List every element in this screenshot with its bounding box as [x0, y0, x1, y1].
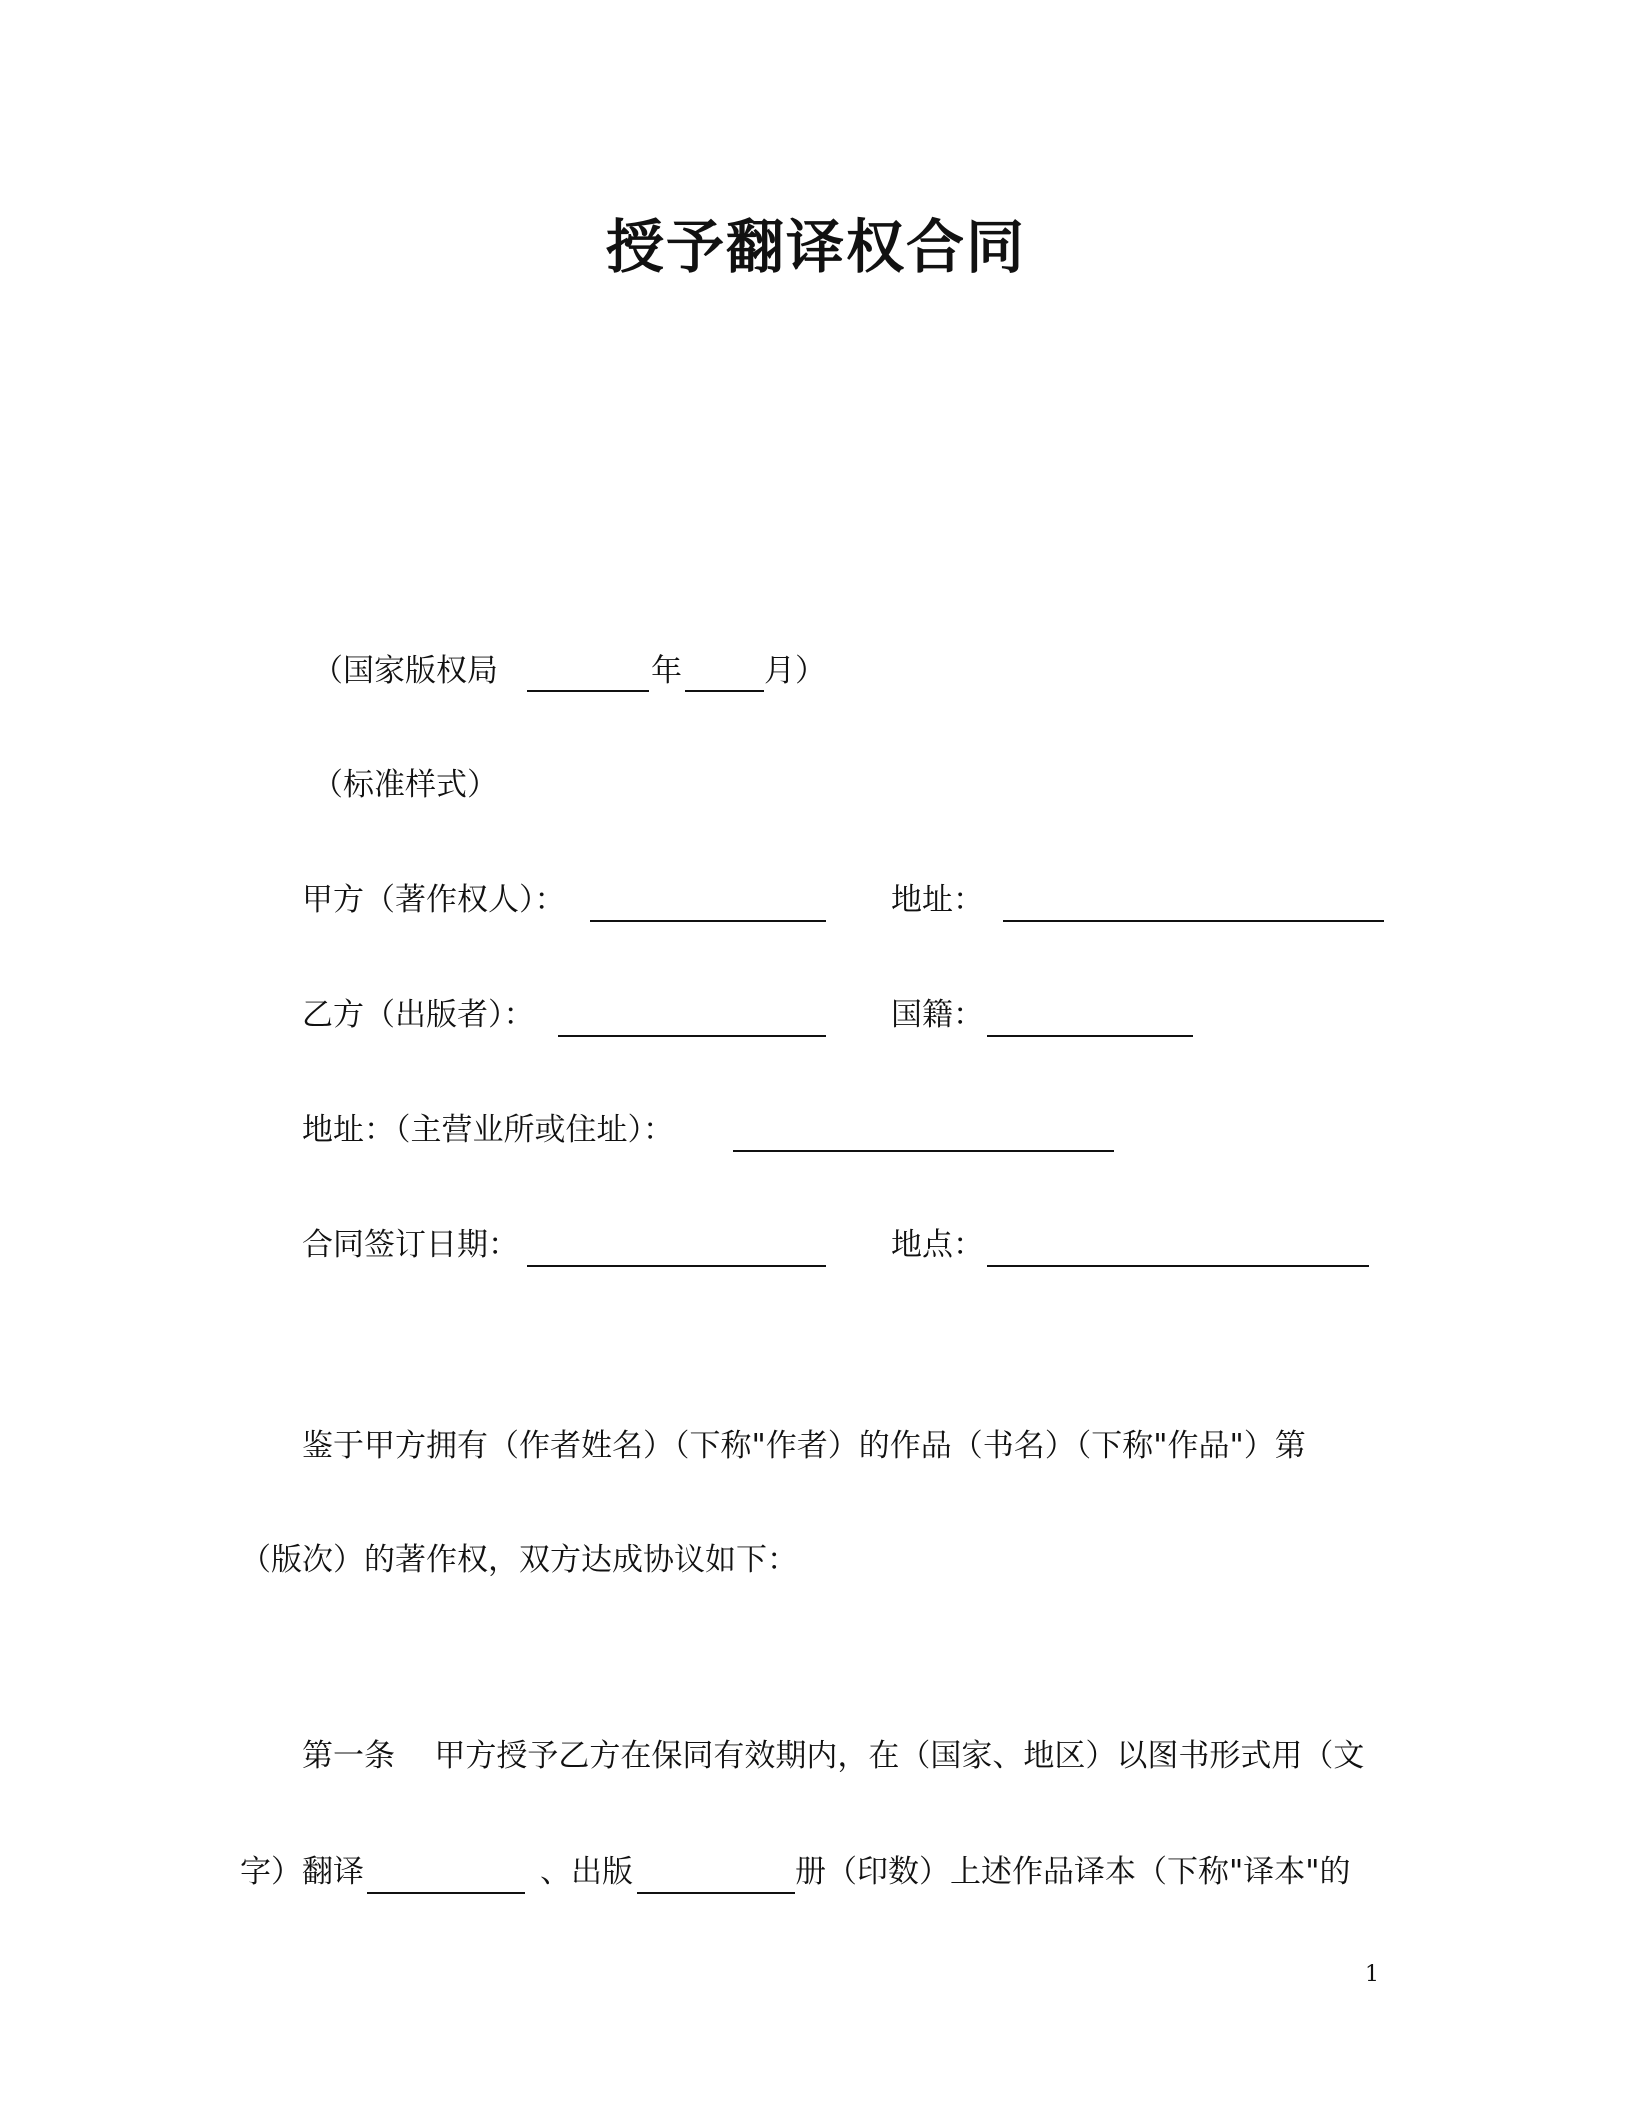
place-label: 地点：	[891, 1227, 984, 1263]
party-a-blank	[590, 920, 826, 922]
party-b-label: 乙方（出版者）：	[302, 997, 535, 1033]
publish-blank	[637, 1892, 795, 1894]
month-blank	[685, 690, 764, 692]
para1-line2: （版次）的著作权，双方达成协议如下：	[240, 1542, 798, 1578]
article1-line2-a: 字）翻译	[240, 1854, 364, 1890]
address-blank-1	[1003, 920, 1384, 922]
main-address-label: 地址：（主营业所或住址）：	[302, 1112, 674, 1148]
month-char: 月）	[764, 653, 826, 689]
page-number: 1	[1365, 1962, 1379, 1987]
place-blank	[987, 1265, 1369, 1267]
year-char: 年	[651, 653, 682, 689]
article1-line2-c: 册（印数）上述作品译本（下称"译本"的	[795, 1854, 1351, 1890]
party-b-blank	[558, 1035, 826, 1037]
sign-date-blank	[527, 1265, 826, 1267]
nationality-blank	[987, 1035, 1193, 1037]
article1-line1: 第一条 甲方授予乙方在保同有效期内，在（国家、地区）以图书形式用（文	[302, 1738, 1365, 1774]
standard-note: （标准样式）	[312, 767, 498, 803]
nationality-label: 国籍：	[891, 997, 984, 1033]
document-title: 授予翻译权合同	[605, 213, 1026, 281]
article1-line2-b: 、出版	[540, 1854, 633, 1890]
year-blank	[527, 690, 649, 692]
para1-line1: 鉴于甲方拥有（作者姓名）（下称"作者）的作品（书名）（下称"作品"）第	[302, 1428, 1306, 1464]
authority-prefix: （国家版权局	[312, 653, 498, 689]
address-label-1: 地址：	[891, 882, 984, 918]
translation-blank	[367, 1892, 525, 1894]
main-address-blank	[733, 1150, 1114, 1152]
party-a-label: 甲方（著作权人）：	[302, 882, 566, 918]
sign-date-label: 合同签订日期：	[302, 1227, 519, 1263]
authority-line	[312, 651, 498, 691]
